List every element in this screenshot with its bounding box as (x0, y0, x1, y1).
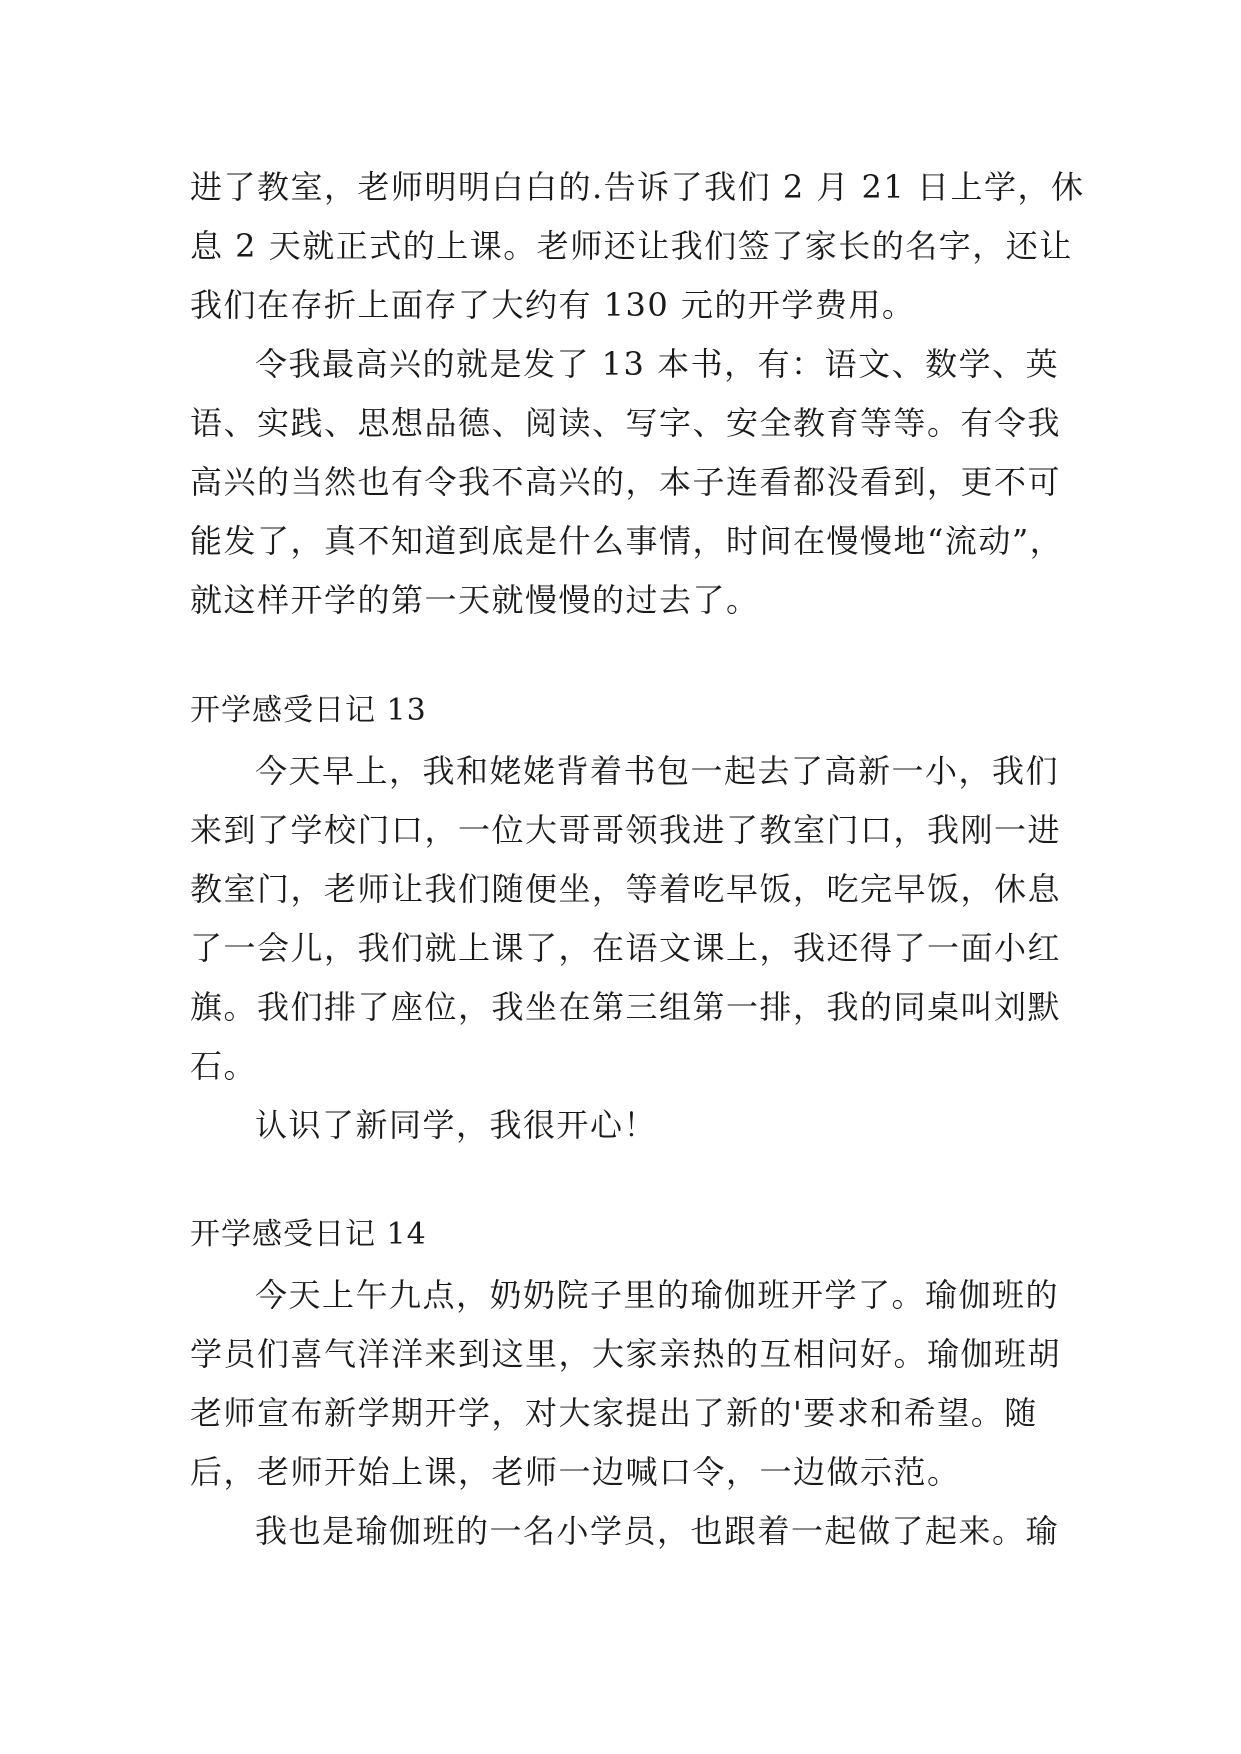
text-line: 进了教室，老师明明白白的.告诉了我们 2 月 21 日上学，休 (190, 168, 1085, 206)
text-line: 来到了学校门口，一位大哥哥领我进了教室门口，我刚一进 (190, 811, 1062, 849)
text-line: 了一会儿，我们就上课了，在语文课上，我还得了一面小红 (190, 929, 1062, 967)
text-line: 教室门，老师让我们随便坐，等着吃早饭，吃完早饭，休息 (190, 870, 1062, 908)
section-heading: 开学感受日记 13 (190, 693, 427, 728)
text-line: 令我最高兴的就是发了 13 本书，有：语文、数学、英 (255, 345, 1060, 383)
text-line: 旗。我们排了座位，我坐在第三组第一排，我的同桌叫刘默 (190, 988, 1062, 1026)
section-heading: 开学感受日记 14 (190, 1217, 427, 1252)
text-line: 我们在存折上面存了大约有 130 元的开学费用。 (190, 286, 916, 324)
text-line: 就这样开学的第一天就慢慢的过去了。 (190, 581, 760, 619)
text-line: 能发了，真不知道到底是什么事情，时间在慢慢地“流动”， (190, 522, 1064, 560)
text-line: 老师宣布新学期开学，对大家提出了新的'要求和希望。随 (190, 1394, 1038, 1432)
text-line: 认识了新同学，我很开心！ (255, 1106, 658, 1144)
text-line: 石。 (190, 1047, 258, 1085)
text-line: 今天早上，我和姥姥背着书包一起去了高新一小，我们 (255, 752, 1060, 790)
text-line: 后，老师开始上课，老师一边喊口令，一边做示范。 (190, 1453, 961, 1491)
text-line: 今天上午九点，奶奶院子里的瑜伽班开学了。瑜伽班的 (255, 1276, 1060, 1314)
text-line: 学员们喜气洋洋来到这里，大家亲热的互相问好。瑜伽班胡 (190, 1335, 1062, 1373)
text-line: 息 2 天就正式的上课。老师还让我们签了家长的名字，还让 (190, 227, 1073, 265)
text-line: 高兴的当然也有令我不高兴的，本子连看都没看到，更不可 (190, 463, 1062, 501)
text-line: 语、实践、思想品德、阅读、写字、安全教育等等。有令我 (190, 404, 1062, 442)
text-line: 我也是瑜伽班的一名小学员，也跟着一起做了起来。瑜 (255, 1512, 1060, 1550)
